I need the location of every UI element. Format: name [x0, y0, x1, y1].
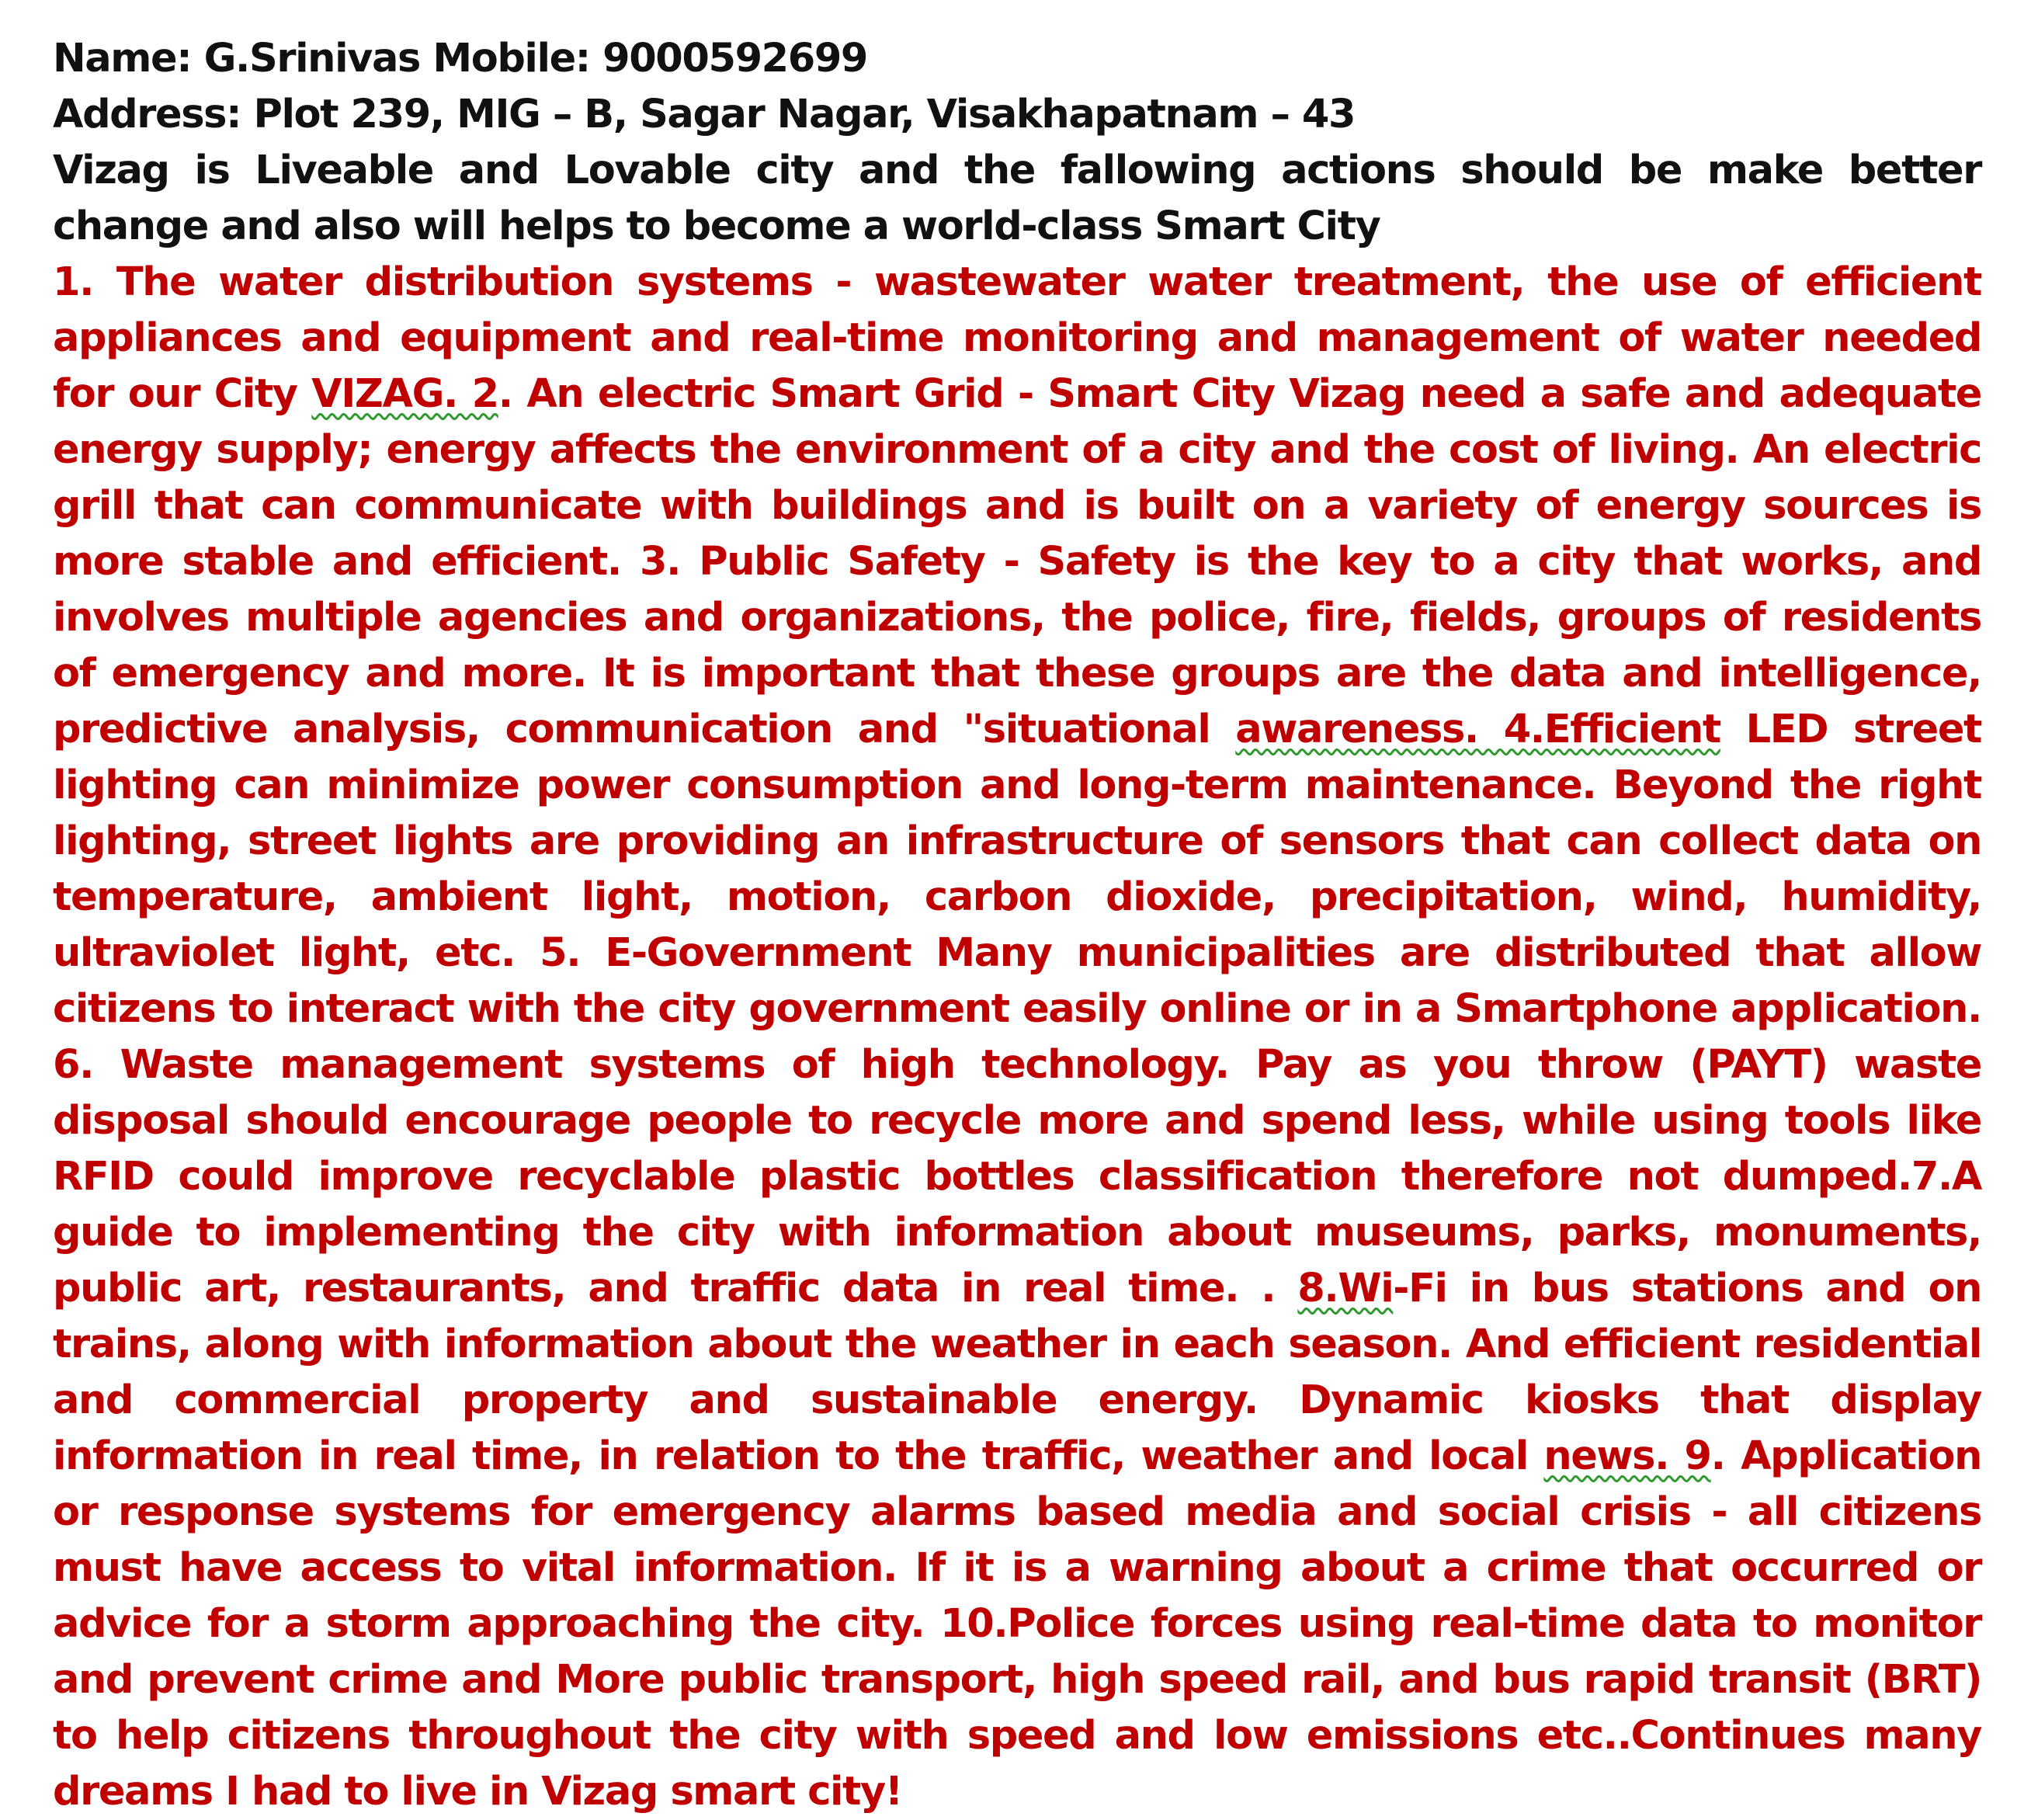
- body-segment-4: -Fi in bus stations and on trains, along with information about the weather in each season. And efficient residential and commercial property and sustainable energy. Dynamic kiosks that display information in real time, in relation to the traffic, weather and local: [53, 1266, 1981, 1479]
- body-segment-1: 1. The water distribution systems - wastewater water treatment, the use of efficient appliances and equipment and real-time monitoring and management of water needed for our City: [53, 259, 1981, 417]
- intro-paragraph: Vizag is Liveable and Lovable city and the fallowing actions should be make better change and also will helps to become a world-class Smart City: [53, 148, 1981, 249]
- document-page: [53, 31, 1981, 1820]
- body-paragraph: [53, 255, 1981, 1820]
- spellcheck-flag-awareness: awareness. 4.Efficient: [1235, 707, 1720, 752]
- name-line: Name: G.Srinivas Mobile: 9000592699: [53, 36, 867, 82]
- body-segment-2: . An electric Smart Grid - Smart City Vizag need a safe and adequate energy supply; energy affects the environment of a city and the cost of living. An electric grill that can communicate with buildings and is built on a variety of energy sources is more stable and efficient. 3. Public Safety - Safety is the key to a city that works, and involves multiple agencies and organizations, the police, fire, fields, groups of residents of emergency and more. It is important that these groups are the data and intelligence, predictive analysis, communication and "situational: [53, 371, 1981, 752]
- body-segment-3: LED street lighting can minimize power consumption and long-term maintenance. Beyond the right lighting, street lights are providing an infrastructure of sensors that can collect data on temperature, ambient light, motion, carbon dioxide, precipitation, wind, humidity, ultraviolet light, etc. 5. E-Government Many municipalities are distributed that allow citizens to interact with the city government easily online or in a Smartphone application. 6. Waste management systems of high technology. Pay as you throw (PAYT) waste disposal should encourage people to recycle more and spend less, while using tools like RFID could improve recyclable plastic bottles classification therefore not dumped.7.A guide to implementing the city with information about museums, parks, monuments, public art, restaurants, and traffic data in real time. .: [53, 707, 1982, 1311]
- address-line: Address: Plot 239, MIG – B, Sagar Nagar, Visakhapatnam – 43: [53, 92, 1356, 137]
- body-segment-5: . Application or response systems for emergency alarms based media and social crisis - all citizens must have access to vital information. If it is a warning about a crime that occurred or advice for a storm approaching the city. 10.Police forces using real-time data to monitor and prevent crime and More public transport, high speed rail, and bus rapid transit (BRT) to help citizens throughout the city with speed and low emissions etc..Continues many dreams I had to live in Vizag smart city!: [53, 1433, 1982, 1815]
- spellcheck-flag-vizag: VIZAG. 2: [311, 371, 498, 417]
- spellcheck-flag-news: news. 9: [1543, 1433, 1711, 1479]
- spellcheck-flag-wifi: 8.Wi: [1297, 1266, 1394, 1311]
